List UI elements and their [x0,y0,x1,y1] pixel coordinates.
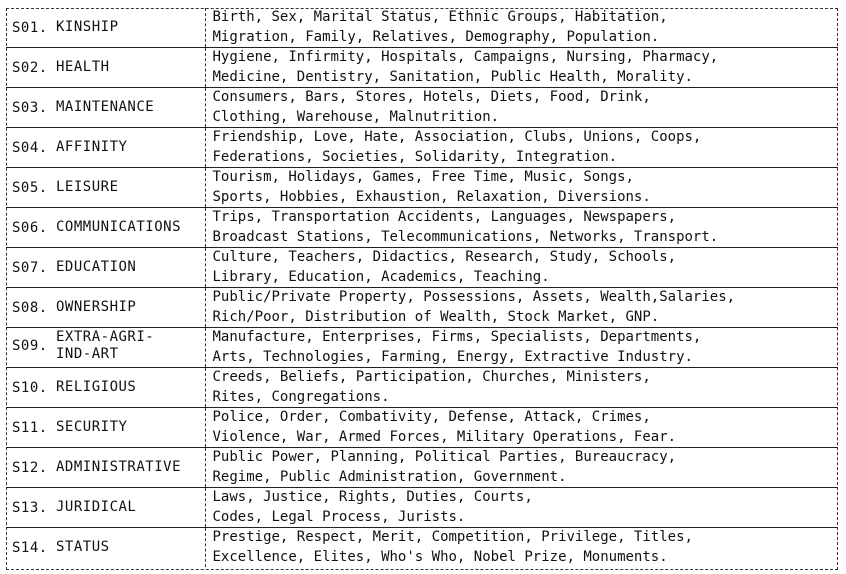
table-row [6,368,838,408]
category-label: MAINTENANCE [56,99,155,115]
category-label: RELIGIOUS [56,379,137,395]
table-row [6,528,838,568]
description-line-1: Police, Order, Combativity, Defense, Attack, Crimes, [212,409,651,425]
category-code: S07. [12,259,48,276]
description-cell [205,48,838,88]
description-line-2: Rites, Congregations. [212,388,390,405]
description-line-2: Federations, Societies, Solidarity, Integration. [212,148,618,165]
table-row [6,128,838,168]
table-row [6,328,838,368]
description-cell [205,328,838,368]
description-line-2: Rich/Poor, Distribution of Wealth, Stock Market, GNP. [212,308,660,325]
category-cell [6,288,205,328]
description-cell [205,208,838,248]
description-line-1: Consumers, Bars, Stores, Hotels, Diets, Food, Drink, [212,89,651,105]
category-label: HEALTH [56,59,110,75]
category-cell [6,368,205,408]
description-line-1: Culture, Teachers, Didactics, Research, Study, Schools, [212,249,677,265]
description-line-2: Medicine, Dentistry, Sanitation, Public Health, Morality. [212,68,693,85]
category-cell [6,528,205,568]
description-line-1: Tourism, Holidays, Games, Free Time, Music, Songs, [212,169,634,185]
category-label: STATUS [56,539,110,555]
category-label: JURIDICAL [56,499,137,515]
description-line-2: Codes, Legal Process, Jurists. [212,508,466,525]
description-cell [205,368,838,408]
category-cell [6,328,205,368]
description-line-2: Clothing, Warehouse, Malnutrition. [212,108,500,125]
description-cell [205,488,838,528]
description-line-1: Laws, Justice, Rights, Duties, Courts, [212,489,533,505]
description-line-1: Creeds, Beliefs, Participation, Churches, Ministers, [212,369,651,385]
category-cell [6,248,205,288]
category-label: LEISURE [56,179,119,195]
category-code: S10. [12,379,48,396]
description-line-1: Prestige, Respect, Merit, Competition, Privilege, Titles, [212,529,693,545]
category-code: S05. [12,179,48,196]
description-line-2: Library, Education, Academics, Teaching. [212,268,550,285]
table-row [6,8,838,48]
description-line-1: Hygiene, Infirmity, Hospitals, Campaigns, Nursing, Pharmacy, [212,49,719,65]
category-code: S08. [12,299,48,316]
category-table-body [6,8,838,567]
description-cell [205,168,838,208]
category-code: S02. [12,59,48,76]
description-line-1: Manufacture, Enterprises, Firms, Specialists, Departments, [212,329,702,345]
table-row [6,88,838,128]
description-cell [205,288,838,328]
category-code: S14. [12,539,48,556]
category-cell [6,208,205,248]
description-cell [205,408,838,448]
table-row [6,168,838,208]
description-cell [205,8,838,48]
table-row [6,288,838,328]
category-cell [6,448,205,488]
category-cell [6,168,205,208]
category-label: OWNERSHIP [56,299,137,315]
category-code: S03. [12,99,48,116]
description-cell [205,248,838,288]
description-cell [205,88,838,128]
description-cell [205,528,838,568]
description-line-1: Trips, Transportation Accidents, Languages, Newspapers, [212,209,677,225]
category-code: S09. [12,338,48,354]
description-line-1: Public Power, Planning, Political Parties, Bureaucracy, [212,449,677,465]
category-code: S13. [12,499,48,516]
table-row [6,208,838,248]
description-line-2: Broadcast Stations, Telecommunications, Networks, Transport. [212,228,719,245]
category-cell [6,8,205,48]
category-code: S11. [12,419,48,436]
category-cell [6,88,205,128]
category-cell [6,408,205,448]
description-cell [205,448,838,488]
category-code: S01. [12,19,48,36]
description-line-2: Violence, War, Armed Forces, Military Operations, Fear. [212,428,677,445]
category-code: S06. [12,219,48,236]
description-cell [205,128,838,168]
description-line-2: Migration, Family, Relatives, Demography, Population. [212,28,660,45]
category-label: KINSHIP [56,19,119,35]
category-cell [6,488,205,528]
description-line-1: Public/Private Property, Possessions, Assets, Wealth,Salaries, [212,289,736,305]
category-label: AFFINITY [56,139,128,155]
category-table [6,8,838,567]
table-row [6,488,838,528]
category-label: EXTRA-AGRI- IND-ART [56,329,155,362]
category-cell [6,128,205,168]
category-code: S12. [12,459,48,476]
table-row [6,448,838,488]
table-row [6,408,838,448]
category-label: SECURITY [56,419,128,435]
category-label: EDUCATION [56,259,137,275]
category-cell [6,48,205,88]
category-code: S04. [12,139,48,156]
description-line-2: Sports, Hobbies, Exhaustion, Relaxation, Diversions. [212,188,651,205]
category-label: ADMINISTRATIVE [56,459,182,475]
table-row [6,48,838,88]
category-label: COMMUNICATIONS [56,219,182,235]
description-line-2: Regime, Public Administration, Government. [212,468,567,485]
description-line-2: Excellence, Elites, Who's Who, Nobel Prize, Monuments. [212,548,668,565]
description-line-1: Birth, Sex, Marital Status, Ethnic Groups, Habitation, [212,9,668,25]
description-line-2: Arts, Technologies, Farming, Energy, Extractive Industry. [212,348,693,365]
table-row [6,248,838,288]
description-line-1: Friendship, Love, Hate, Association, Clubs, Unions, Coops, [212,129,702,145]
